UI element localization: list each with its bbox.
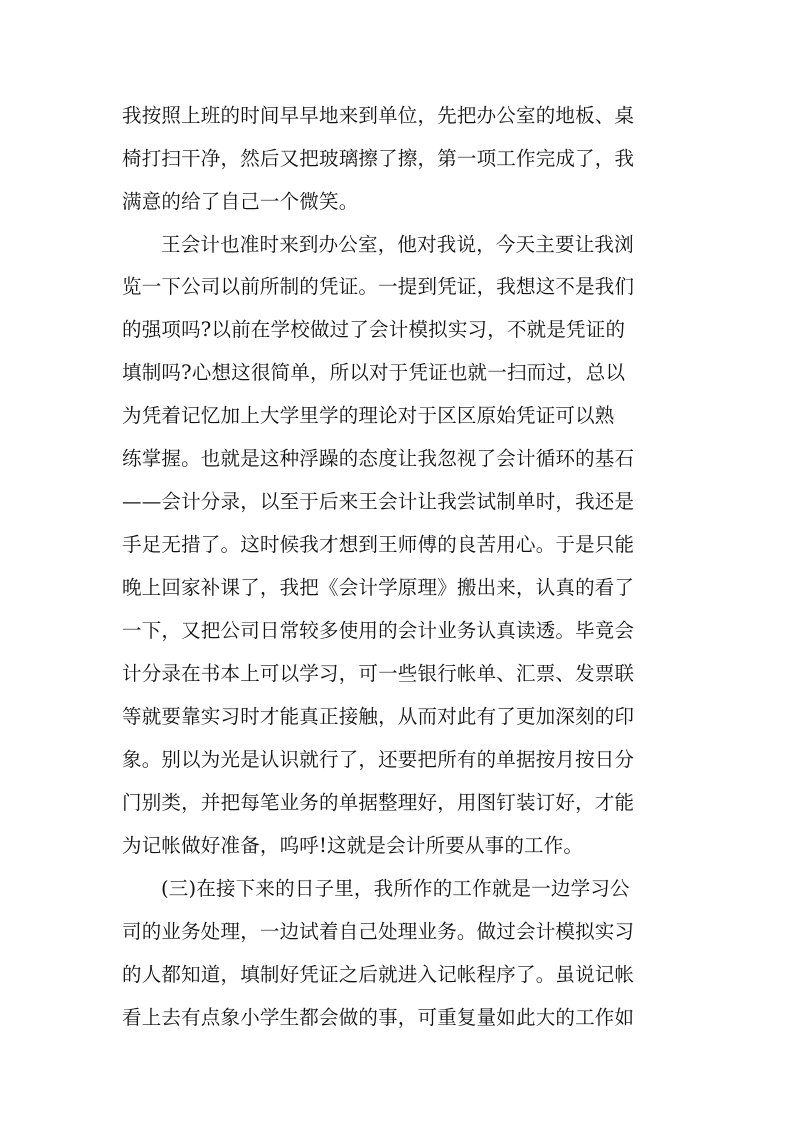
paragraph-2-line-7: ——会计分录，以至于后来王会计让我尝试制单时，我还是	[122, 490, 635, 513]
paragraph-1-line-3: 满意的给了自己一个微笑。	[122, 190, 359, 213]
paragraph-2-line-10: 一下，又把公司日常较多使用的会计业务认真读透。毕竟会	[122, 619, 635, 642]
paragraph-1-line-1: 我按照上班的时间早早地来到单位，先把办公室的地板、桌	[122, 104, 635, 127]
paragraph-3-line-4: 看上去有点象小学生都会做的事，可重复量如此大的工作如	[122, 1006, 635, 1029]
paragraph-2-line-12: 等就要靠实习时才能真正接触，从而对此有了更加深刻的印	[122, 705, 635, 728]
paragraph-3-line-2: 司的业务处理，一边试着自己处理业务。做过会计模拟实习	[122, 920, 635, 943]
paragraph-2-line-6: 练掌握。也就是这种浮躁的态度让我忽视了会计循环的基石	[122, 447, 635, 470]
paragraph-2-line-15: 为记帐做好准备，呜呼!这就是会计所要从事的工作。	[122, 834, 584, 857]
paragraph-2-line-14: 门别类，并把每笔业务的单据整理好，用图钉装订好，才能	[122, 791, 635, 814]
paragraph-2-line-13: 象。别以为光是认识就行了，还要把所有的单据按月按日分	[122, 748, 635, 771]
paragraph-2-line-9: 晚上回家补课了，我把《会计学原理》搬出来，认真的看了	[122, 576, 635, 599]
paragraph-2-line-4: 填制吗?心想这很简单，所以对于凭证也就一扫而过，总以	[122, 361, 626, 384]
paragraph-2-line-11: 计分录在书本上可以学习，可一些银行帐单、汇票、发票联	[122, 662, 635, 685]
paragraph-2-line-2: 览一下公司以前所制的凭证。一提到凭证，我想这不是我们	[122, 275, 635, 298]
paragraph-3-line-1: (三)在接下来的日子里，我所作的工作就是一边学习公	[161, 877, 630, 900]
paragraph-2-line-3: 的强项吗?以前在学校做过了会计模拟实习，不就是凭证的	[122, 318, 626, 341]
paragraph-2-line-1: 王会计也准时来到办公室，他对我说，今天主要让我浏	[161, 233, 634, 256]
paragraph-3-line-3: 的人都知道，填制好凭证之后就进入记帐程序了。虽说记帐	[122, 963, 635, 986]
paragraph-2-line-5: 为凭着记忆加上大学里学的理论对于区区原始凭证可以熟	[122, 404, 615, 427]
paragraph-2-line-8: 手足无措了。这时候我才想到王师傅的良苦用心。于是只能	[122, 533, 635, 556]
paragraph-1-line-2: 椅打扫干净，然后又把玻璃擦了擦，第一项工作完成了，我	[122, 147, 635, 170]
